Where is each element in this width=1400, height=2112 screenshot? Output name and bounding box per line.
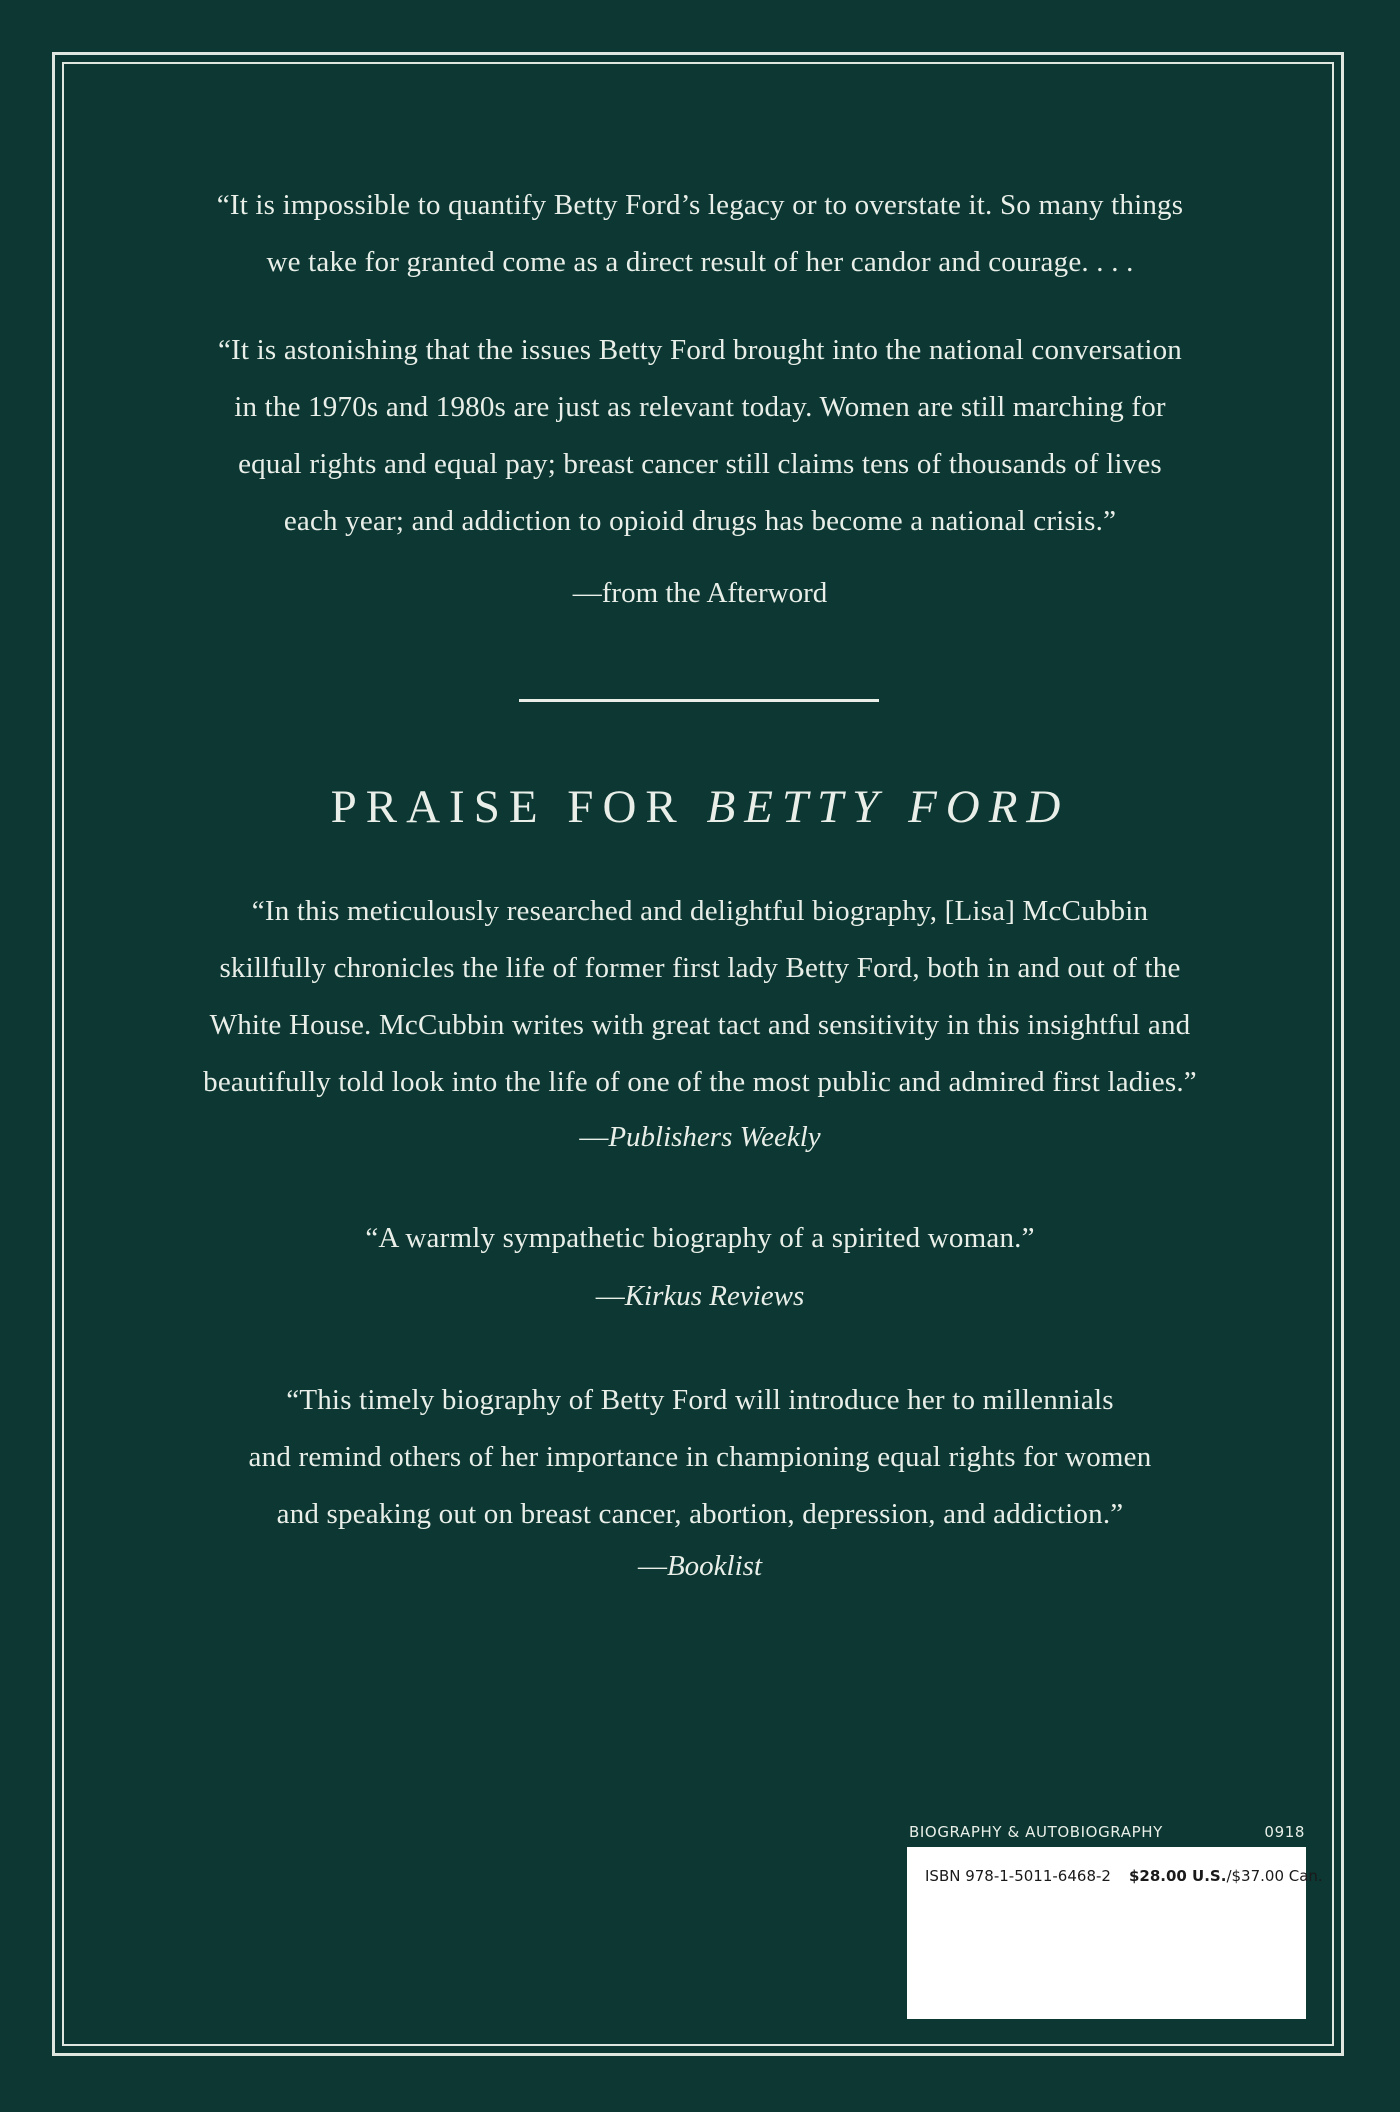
review-source-name: Kirkus Reviews <box>624 1280 805 1312</box>
afterword-attribution: —from the Afterword <box>572 577 828 609</box>
praise-heading-prefix: PRAISE FOR <box>330 781 686 833</box>
isbn-price-line <box>925 1867 1323 1885</box>
praise-heading-book-title: BETTY FORD <box>706 781 1070 833</box>
review-line: skillfully chronicles the life of former first lady Betty Ford, both in and out of the <box>219 952 1181 984</box>
category-line <box>909 1823 1305 1841</box>
review-source <box>100 1117 1300 1157</box>
afterword-quote-1 <box>100 177 1300 291</box>
quote-line: “It is impossible to quantify Betty Ford’s legacy or to overstate it. So many things <box>216 189 1184 221</box>
review-line: “In this meticulously researched and delightful biography, [Lisa] McCubbin <box>251 895 1149 927</box>
afterword-quote-2 <box>100 322 1300 550</box>
quote-line: we take for granted come as a direct result of her candor and courage. . . . <box>266 246 1134 278</box>
review-kirkus <box>100 1210 1300 1267</box>
quote-line: “It is astonishing that the issues Betty Ford brought into the national conversation <box>217 334 1182 366</box>
review-line: beautifully told look into the life of one of the most public and admired first ladies.” <box>203 1066 1197 1098</box>
section-divider <box>519 699 879 702</box>
isbn-number: ISBN 978-1-5011-6468-2 <box>925 1867 1111 1885</box>
review-source <box>100 1276 1300 1316</box>
quote-line: each year; and addiction to opioid drugs has become a national crisis.” <box>283 505 1117 537</box>
attribution-dash: — <box>637 1550 667 1582</box>
price-can: /$37.00 Can. <box>1226 1867 1323 1885</box>
category-label: BIOGRAPHY & AUTOBIOGRAPHY <box>909 1823 1163 1841</box>
review-line: “A warmly sympathetic biography of a spirited woman.” <box>365 1222 1035 1254</box>
review-line: and speaking out on breast cancer, abortion, depression, and addiction.” <box>276 1498 1124 1530</box>
quote-line: equal rights and equal pay; breast cancer still claims tens of thousands of lives <box>238 448 1162 480</box>
review-line: White House. McCubbin writes with great tact and sensitivity in this insightful and <box>209 1009 1191 1041</box>
review-source-name: Booklist <box>666 1550 763 1582</box>
review-source-name: Publishers Weekly <box>608 1121 821 1153</box>
review-line: “This timely biography of Betty Ford will introduce her to millennials <box>286 1384 1114 1416</box>
attribution-dash: — <box>579 1121 609 1153</box>
review-line: and remind others of her importance in championing equal rights for women <box>248 1441 1152 1473</box>
price-us: $28.00 U.S. <box>1128 1867 1227 1885</box>
category-code: 0918 <box>1264 1823 1305 1841</box>
barcode-box <box>907 1847 1323 2019</box>
attribution-dash: — <box>595 1280 625 1312</box>
praise-heading <box>100 772 1300 842</box>
review-booklist <box>100 1372 1300 1543</box>
quote-line: in the 1970s and 1980s are just as relevant today. Women are still marching for <box>234 391 1166 423</box>
review-publishers-weekly <box>100 883 1300 1111</box>
review-source <box>100 1546 1300 1586</box>
